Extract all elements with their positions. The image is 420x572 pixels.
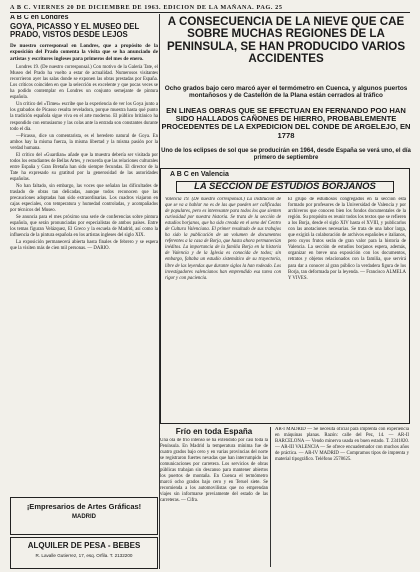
article-paragraph: Un crítico del «Times» escribe que la experiencia de ver los Goya junto a los grabados de Picasso resulta reveladora, porque muestra hasta qué punto la tradición española sigue viva en el arte moderno. El público británico ha respondido con entusiasmo y las colas ante la entrada son constantes durante todo el día. <box>10 102 158 132</box>
ad-artes-graficas <box>10 497 158 535</box>
ad-alquiler <box>10 537 158 569</box>
valencia-text-right: El grupo de estudiosos congregados en la sección está formado por profesores de la Universidad de Valencia y por archiveros que conocen bien los fondos documentales de la región. Su propósito es reunir todos los textos que se refieren a los Borja, desde el siglo XIV hasta el XVIII, y publicarlos con las anotaciones necesarias. Se trata de una labor larga, que exigirá la colaboración de archivos españoles e italianos, pero cuyos frutos serán de gran valor para la historia de Valencia. La sección de estudios borjanos espera, además, organizar en breve una exposición con los documentos, retratos y objetos relacionados con la familia, que servirá para dar a conocer al gran público la verdadera figura de los Borja, tan deformada por la leyenda. — Francisco ALMELA Y VIVES. <box>288 197 406 281</box>
valencia-article-title: LA SECCION DE ESTUDIOS BORJANOS <box>176 181 394 193</box>
article-paragraph: Londres 19. (De nuestro corresponsal.) Con motivo de la Galería Tate, el Museo del Prado ha vuelto a estar de actualidad. Numerosos visitantes recorrieron ayer las salas donde se exponen las obras prestadas por España. Los críticos coinciden en que la selección es excelente y que pocas veces se ha podido contemplar en Londres un conjunto semejante de pintura española. <box>10 65 158 101</box>
classified-text: AR-I MADRID — Se necesita oficial para imprenta con experiencia en máquinas planas. Razón: calle del Pez, 14. — AR-II BARCELONA — Vendo minerva usada en buen estado. T. 2341820. — AR-III VALENCIA — Se ofrece encuadernador con muchos años de práctica. — AR-IV MADRID — Compramos tipos de imprenta y material tipográfico. Teléfono 2578625. <box>275 427 409 463</box>
article-paragraph: No han faltado, sin embargo, las voces que señalan las dificultades de traslado de obras tan delicadas, aunque todos reconocen que las precauciones adoptadas han sido extraordinarias. Los cuadros viajaron en cajas especiales, con temperatura y humedad controladas, y acompañados por técnicos del Museo. <box>10 183 158 214</box>
main-subdeck: Ocho grados bajo cero marcó ayer el termómetro en Cuenca, y algunos puertos montañosos y de Castellón de la Plana están cerrados al tráfico <box>164 85 408 100</box>
article-paragraph: Se anuncia para el mes próximo una serie de conferencias sobre pintura española, que serán pronunciadas por especialistas de ambos países. Entre los temas figuran Velázquez, El Greco y la escuela de Madrid, así como la influencia de la pintura española en los artistas ingleses del siglo XIX. <box>10 215 158 239</box>
frio-text: Una ola de frío intenso se ha extendido por casi toda la Península. En Madrid la temperatura mínima fue de cuatro grados bajo cero y en varias provincias del norte se registraron fuertes nevadas que han interrumpido las comunicaciones por carretera. Los servicios de obras públicas trabajan sin descanso para mantener abiertos los puertos de montaña. En Cuenca el termómetro marcó ocho grados bajo cero y en Teruel siete. Se recomienda a los automovilistas que no emprendan viajes sin informarse previamente del estado de las carreteras. — Cifra. <box>160 438 268 504</box>
article-intro: De nuestro corresponsal en Londres, que a propósito de la exposición del Prado comenta la visita que se ha anunciado de artistas y escritores ingleses para primeros del mes de enero. <box>10 42 158 62</box>
ad-subtitle: MADRID <box>72 514 96 520</box>
header-rule <box>10 12 410 13</box>
main-headline: A CONSECUENCIA DE LA NIEVE QUE CAE SOBRE MUCHAS REGIONES DE LA PENINSULA, SE HAN PRODUCIDO VARIOS ACCIDENTES <box>166 15 406 66</box>
main-deck-eclipse: Uno de los eclipses de sol que se producirán en 1964, desde España se verá uno, el día primero de septiembre <box>161 148 411 161</box>
article-paragraph: La exposición permanecerá abierta hasta finales de febrero y se espera que la visiten más de cien mil personas. — DARIO. <box>10 240 158 252</box>
frio-title: Frío en toda España <box>175 427 253 436</box>
page-header: A B C. VIERNES 20 DE DICIEMBRE DE 1963. EDICION DE LA MAÑANA. PAG. 25 <box>10 4 283 11</box>
article-paragraph: El crítico del «Guardian» añade que la muestra debería ser visitada por todos los estudiantes de Bellas Artes, y recuerda que las relaciones culturales entre España y Gran Bretaña han sido siempre fecundas. El director de la Tate ha expresado su gratitud por la generosidad de las autoridades españolas. <box>10 152 158 182</box>
article-paragraph: —Picasso, dice un comentarista, es el heredero natural de Goya. En ambos hay la misma fuerza, la misma libertad y la misma pasión por la verdad humana. <box>10 133 158 151</box>
ad-subtitle: R. Lavalle Gutierrez, 17, esq. Orfila. T. 2132200 <box>35 553 133 558</box>
valencia-text-left: Valencia 19. (De nuestro corresponsal.) La institución de que se va a hablar no es de las que pueden ser calificadas de populares, pero es interesante para todos los que sienten curiosidad por nuestra historia. Se trata de la sección de estudios borjanos, que ha sido creada en el seno del Centro de Cultura Valenciana. El primer resultado de sus trabajos ha sido la publicación de un volumen de documentos referentes a la casa de Borja, que hasta ahora permanecían inéditos. La importancia de la familia Borja en la historia de Valencia y de la Iglesia es conocida de todos; sin embargo, faltaba un estudio sistemático de su trayectoria, libre de las leyendas que durante siglos la han rodeado. Los investigadores valencianos han emprendido esa tarea con rigor y con paciencia. <box>165 197 281 281</box>
ad-title: ¡Empresarios de Artes Gráficas! <box>26 502 142 511</box>
ad-title: ALQUILER DE PESA - BEBES <box>27 541 141 550</box>
classified-area <box>270 427 411 567</box>
article-headline-goya: GOYA, PICASSO Y EL MUSEO DEL PRADO, VISTOS DESDE LEJOS <box>10 22 140 40</box>
main-deck-fernando-poo: EN LINEAS OBRAS QUE SE EFECTUAN EN FERNANDO POO HAN SIDO HALLADOS CAÑONES DE HIERRO, PROBABLEMENTE PROCEDENTES DE LA EXPEDICION DEL CONDE DE ARGELEJO, EN 1778 <box>161 106 411 140</box>
section-label-london: A B C en Londres <box>10 15 69 21</box>
left-column <box>10 15 158 495</box>
frio-article <box>160 427 268 566</box>
section-label-valencia: A B C en Valencia <box>170 171 229 178</box>
